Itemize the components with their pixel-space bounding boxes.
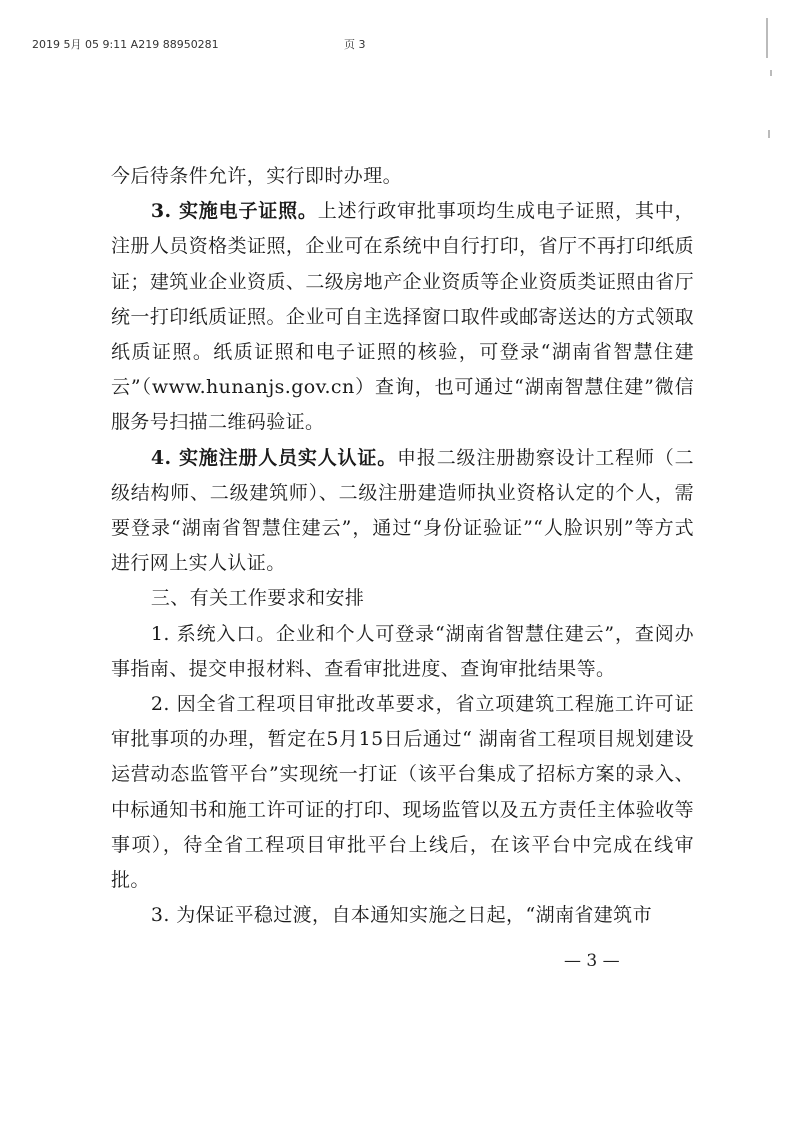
document-body	[111, 159, 694, 933]
fax-page-label: 页 3	[344, 38, 366, 51]
item-3-text: 上述行政审批事项均生成电子证照，其中，注册人员资格类证照，企业可在系统中自行打印，省厅不再打印纸质证；建筑业企业资质、二级房地产企业资质等企业资质类证照由省厅统一打印纸质证照。企业可自主选择窗口取件或邮寄送达的方式领取纸质证照。纸质证照和电子证照的核验，可登录“湖南省智慧住建云”（www.hunanjs.gov.cn）查询，也可通过“湖南智慧住建”微信服务号扫描二维码验证。	[111, 200, 694, 434]
scan-speck	[768, 130, 770, 138]
section-3-item-3: 3. 为保证平稳过渡，自本通知实施之日起，“湖南省建筑市	[150, 904, 652, 927]
scan-speck	[766, 18, 768, 58]
item-4-title: 4. 实施注册人员实人认证。	[150, 446, 398, 469]
page-number: — 3 —	[564, 951, 620, 971]
item-3-paragraph	[111, 194, 694, 440]
fax-transmission-line: 2019 5月 05 9:11 A219 88950281	[32, 38, 219, 51]
item-4-text: 申报二级注册勘察设计工程师（二级结构师、二级建筑师）、二级注册建造师执业资格认定的个人，需要登录“湖南省智慧住建云”，通过“身份证验证”“人脸识别”等方式进行网上实人认证。	[111, 446, 694, 575]
paragraph-continuation: 今后待条件允许，实行即时办理。	[111, 165, 403, 187]
fax-header	[32, 36, 366, 52]
section-3-item-2: 2. 因全省工程项目审批改革要求，省立项建筑工程施工许可证审批事项的办理，暂定在5月15日后通过“ 湖南省工程项目规划建设运营动态监管平台”实现统一打证（该平台集成了招标方案的录入、中标通知书和施工许可证的打印、现场监管以及五方责任主体验收等事项），待全省工程项目审批平台上线后，在该平台中完成在线审批。	[111, 693, 694, 892]
item-4-paragraph	[111, 441, 694, 582]
item-3-title: 3. 实施电子证照。	[150, 200, 318, 223]
scan-speck	[770, 70, 772, 76]
section-3-heading: 三、有关工作要求和安排	[150, 587, 365, 610]
section-3-item-1: 1. 系统入口。企业和个人可登录“湖南省智慧住建云”，查阅办事指南、提交申报材料、查看审批进度、查询审批结果等。	[111, 622, 694, 680]
